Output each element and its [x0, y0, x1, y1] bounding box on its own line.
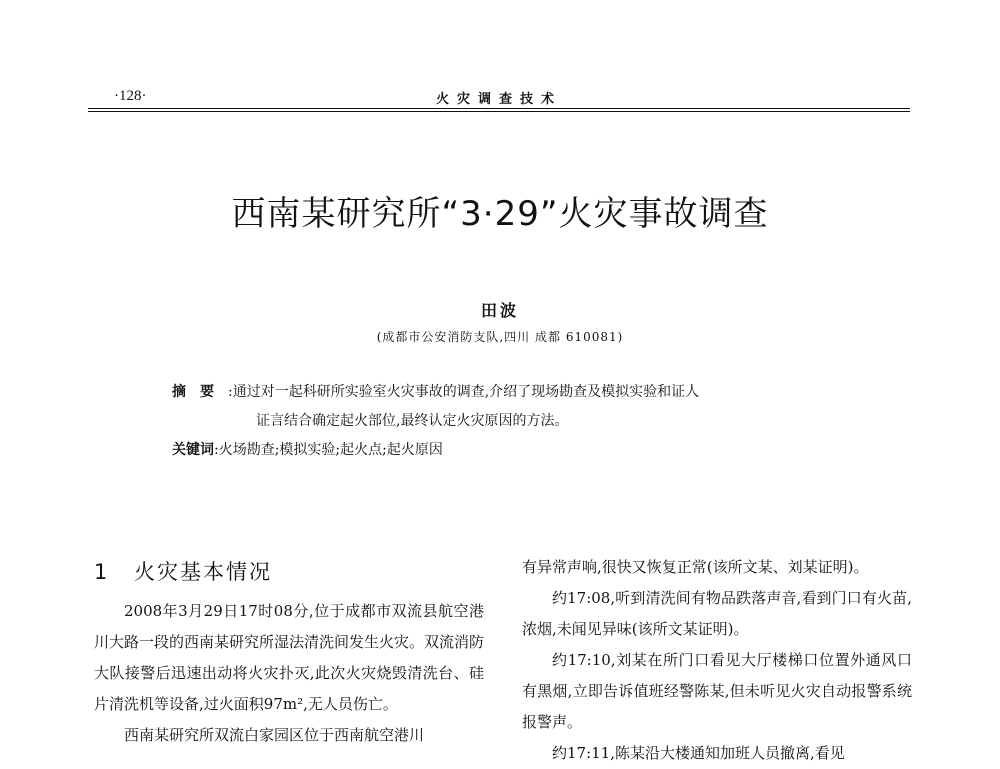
- abstract-text-1: :通过对一起科研所实验室火灾事故的调查,介绍了现场勘查及模拟实验和证人: [228, 384, 700, 400]
- right-column: [522, 552, 912, 769]
- paragraph: 西南某研究所双流白家园区位于西南航空港川: [124, 726, 425, 744]
- abstract-label: 摘要: [172, 384, 228, 400]
- paragraph: 约17:08,听到清洗间有物品跌落声音,看到门口有火苗,浓烟,未闻见异味(该所文某证明)。: [522, 589, 912, 638]
- paragraph: 2008年3月29日17时08分,位于成都市双流县航空港川大路一段的西南某研究所湿法清洗间发生火灾。双流消防大队接警后迅速出动将火灾扑灭,此次火灾烧毁清洗台、硅片清洗机等设备,过火面积97m²,无人员伤亡。: [94, 602, 485, 713]
- section-number: 1: [94, 560, 110, 584]
- paragraph: 约17:10,刘某在所门口看见大厅楼梯口位置外通风口有黑烟,立即告诉值班经警陈某,但未听见火灾自动报警系统报警声。: [522, 651, 912, 731]
- paragraph: 有异常声响,很快又恢复正常(该所文某、刘某证明)。: [522, 558, 869, 576]
- page-header: [88, 78, 910, 118]
- author: 田波: [480, 301, 519, 320]
- header-rule: [88, 108, 910, 112]
- section-heading: [94, 552, 484, 592]
- abstract-line-1: [172, 378, 852, 407]
- keywords-label: 关键词: [172, 442, 214, 458]
- journal-title: 火灾调查技术: [435, 92, 562, 107]
- left-column: [94, 552, 484, 751]
- abstract-text-2: 证言结合确定起火部位,最终认定火灾原因的方法。: [256, 413, 569, 429]
- page-number: ·128·: [114, 88, 147, 104]
- keywords: [172, 436, 852, 465]
- paragraph: 约17:11,陈某沿大楼通知加班人员撤离,看见: [552, 744, 845, 762]
- article-title: 西南某研究所“3·29”火灾事故调查: [231, 194, 769, 234]
- section-title: 火灾基本情况: [134, 560, 272, 584]
- affiliation: (成都市公安消防支队,四川 成都 610081): [376, 330, 624, 344]
- abstract: [172, 378, 852, 436]
- keywords-text: :火场勘查;模拟实验;起火点;起火原因: [214, 442, 443, 458]
